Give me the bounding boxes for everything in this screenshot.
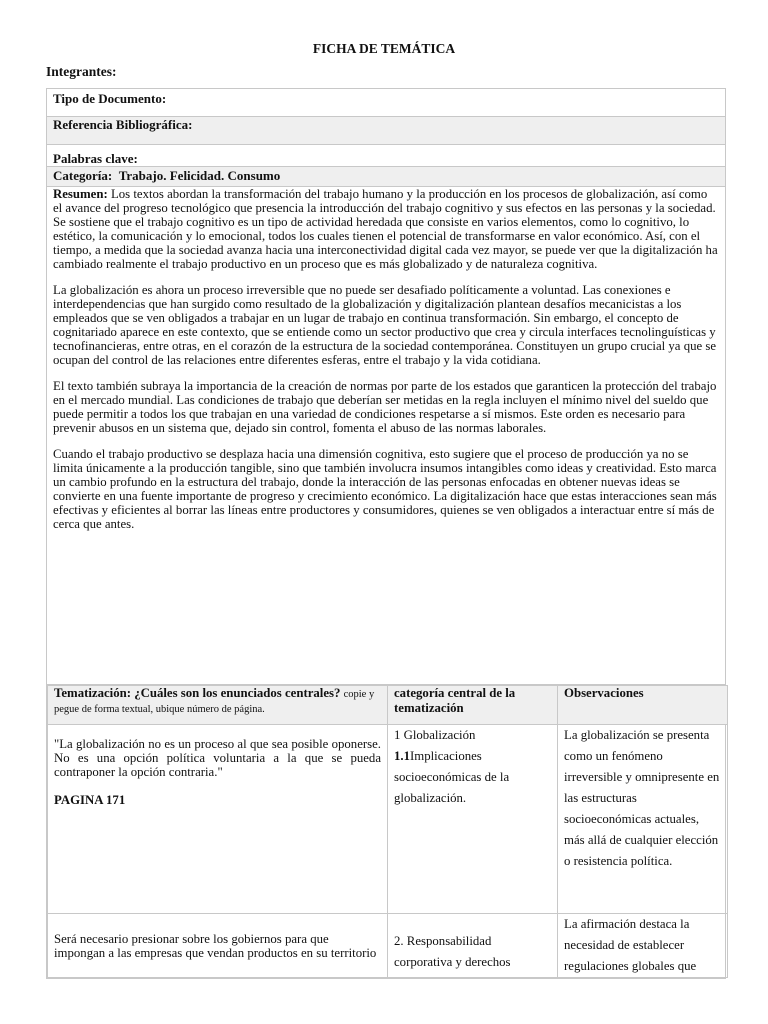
ficha-table — [46, 88, 726, 979]
resumen-row — [47, 187, 725, 685]
categoria-cell — [388, 725, 558, 914]
document-title: FICHA DE TEMÁTICA — [312, 41, 456, 56]
tematizacion-header-text: Tematización: ¿Cuáles son los enunciados centrales? — [54, 686, 341, 700]
col-observaciones-header: Observaciones — [558, 686, 728, 725]
col-tematizacion-header — [48, 686, 388, 725]
resumen-label: Resumen: — [53, 187, 108, 201]
pagina-number: PAGINA 171 — [54, 793, 126, 807]
integrantes-label: Integrantes: — [46, 64, 117, 79]
categoria-value: Trabajo. Felicidad. Consumo — [118, 168, 281, 183]
resumen-paragraph-3: El texto también subraya la importancia de la creación de normas por parte de los estados que garanticen la protección del trabajo en el mercado mundial. Las condiciones de trabajo que deberían ser metidas en la regla incluyen el mínimo nivel del sueldo que puede permitir a todos los que trabajan en una variedad de condiciones respetarse a sí mismos. Este orden es necesario para prevenir abusos en un sistema que, dejado sin control, fomenta el abuso de las normas laborales. — [53, 379, 717, 435]
categoria-label: Categoría: — [53, 168, 113, 183]
resumen-paragraph-1 — [53, 187, 719, 271]
referencia-label: Referencia Bibliográfica: — [53, 117, 193, 132]
resumen-text-1: Los textos abordan la transformación del trabajo humano y la producción en los procesos de globalización, así como el avance del progreso tecnológico que presencia la introducción del trabajo cognitivo y sus efectos en las personas y la sociedad. Se sostiene que el trabajo cognitivo es un tipo de actividad heredada que consiste en varios elementos, como lo cognitivo, lo estético, la comunicación y lo emocional, todos los cuales tienen el potencial de transformarse en valor económico. Así, con el tiempo, a medida que la sociedad avanza hacia una interconectividad digital cada vez mayor, se puede ver que la digitalización ha cambiado realmente el trabajo productivo en un proceso que es más globalizado y de naturaleza cognitiva. — [53, 187, 718, 271]
cita-text: Será necesario presionar sobre los gobiernos para que impongan a las empresas que vendan productos en su territorio — [54, 932, 377, 960]
observacion-cell: La afirmación destaca la necesidad de establecer regulaciones globales que — [558, 914, 728, 978]
cita-cell — [48, 914, 388, 978]
categoria-row — [47, 167, 725, 187]
categoria-item: 2. Responsabilidad corporativa y derechos — [394, 934, 511, 969]
categoria-subitem-number: 1.1 — [394, 749, 410, 763]
resumen-paragraph-2: La globalización es ahora un proceso irreversible que no puede ser desafiado políticamente a voluntad. Las conexiones e interdependencias que han surgido como resultado de la globalización y digitalización plantean desafíos mecanicistas a los empleados que se ven obligados a trabajar en un lugar de trabajo en continua transformación. Sin embargo, el concepto de cognitariado aparece en este contexto, que se entiende como un sector productivo que crea y circula interfaces tecnolinguísticas y tecnofinancieras, entre otras, en el corazón de la estructura de la sociedad contemporánea. Constituyen un grupo crucial ya que se ocupan del control de las relaciones entre diferentes esferas, entre el trabajo y la vida cotidiana. — [53, 283, 717, 367]
resumen-paragraph-4: Cuando el trabajo productivo se desplaza hacia una dimensión cognitiva, esto sugiere que el proceso de producción ya no se limita únicamente a la producción tangible, sino que también involucra insumos intangibles como ideas y creatividad. Esto marca un cambio profundo en la estructura del trabajo, donde la interacción de las personas enfocadas en obtener nuevas ideas se convierte en una fuente importante de progreso y crecimiento económico. La digitalización hace que estas interacciones sean más efectivas y eficientes al borrar las líneas entre productores y consumidores, quienes se ven obligados a interactuar entre sí más de cerca que antes. — [53, 447, 717, 531]
tematizacion-header-note: copie y pegue de forma textual, ubique número de página. — [54, 689, 375, 715]
categoria-item: 1 Globalización — [394, 728, 476, 742]
cita-cell — [48, 725, 388, 914]
cita-text: "La globalización no es un proceso al que sea posible oponerse. No es una opción política voluntaria a la que se pueda contraponer la opción contraria." — [54, 737, 381, 779]
palabras-clave-label: Palabras clave: — [53, 151, 138, 166]
palabras-clave-row — [47, 145, 725, 167]
categoria-subitem — [394, 746, 551, 809]
tipo-documento-label: Tipo de Documento: — [53, 91, 167, 106]
table-row — [48, 725, 728, 914]
tipo-documento-row — [47, 89, 725, 117]
categoria-subitem-text: Implicaciones socioeconómicas de la globalización. — [394, 749, 510, 805]
table-row — [48, 914, 728, 978]
tematizacion-table — [47, 685, 728, 978]
categoria-cell — [388, 914, 558, 978]
observacion-cell: La globalización se presenta como un fenómeno irreversible y omnipresente en las estructuras socioeconómicas actuales, más allá de cualquier elección o resistencia política. — [558, 725, 728, 914]
tematizacion-header-row — [48, 686, 728, 725]
referencia-row — [47, 117, 725, 145]
col-categoria-header: categoría central de la tematización — [388, 686, 558, 725]
